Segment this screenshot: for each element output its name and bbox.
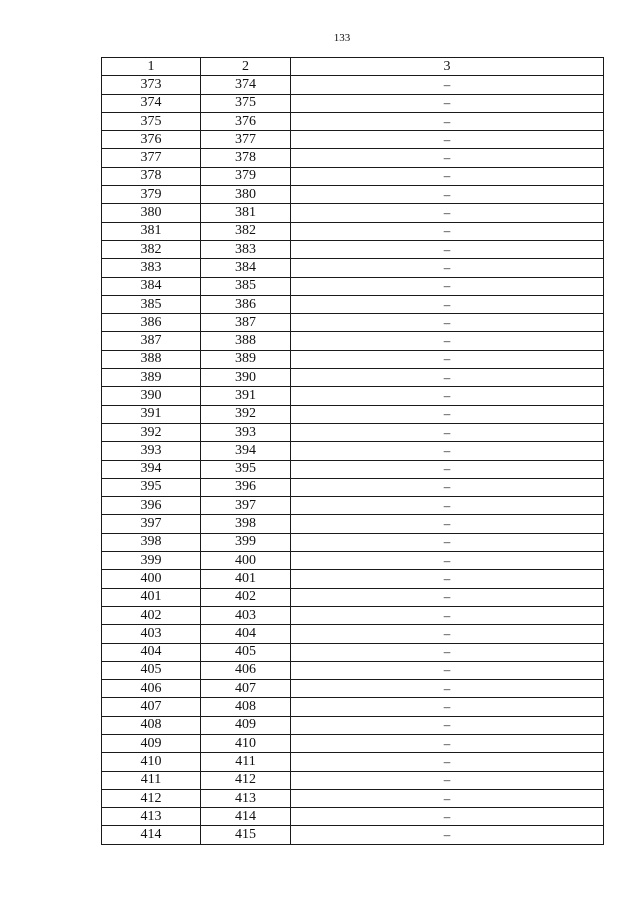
table-row <box>102 167 604 185</box>
table-row <box>102 478 604 496</box>
table-cell-col-3: – <box>291 771 604 789</box>
table-cell-col-1: 400 <box>102 570 201 588</box>
table-cell-col-3: – <box>291 112 604 130</box>
table-cell-col-1: 396 <box>102 497 201 515</box>
table-cell-col-2: 409 <box>201 716 291 734</box>
table-cell-col-2: 403 <box>201 606 291 624</box>
table-row <box>102 295 604 313</box>
table-cell-col-2: 414 <box>201 808 291 826</box>
table-cell-col-1: 389 <box>102 369 201 387</box>
table-cell-col-1: 390 <box>102 387 201 405</box>
table-row <box>102 405 604 423</box>
table-cell-col-1: 375 <box>102 112 201 130</box>
table-row <box>102 588 604 606</box>
table-cell-col-3: – <box>291 131 604 149</box>
table-cell-col-3: – <box>291 625 604 643</box>
table-cell-col-2: 382 <box>201 222 291 240</box>
table-cell-col-3: – <box>291 606 604 624</box>
table-cell-col-3: – <box>291 222 604 240</box>
table-cell-col-2: 390 <box>201 369 291 387</box>
table-cell-col-2: 385 <box>201 277 291 295</box>
table-cell-col-3: – <box>291 167 604 185</box>
table-cell-col-1: 407 <box>102 698 201 716</box>
table-row <box>102 570 604 588</box>
table-cell-col-3: – <box>291 442 604 460</box>
table-cell-col-3: – <box>291 789 604 807</box>
table-cell-col-3: – <box>291 295 604 313</box>
table-cell-col-1: 384 <box>102 277 201 295</box>
table-cell-col-3: – <box>291 186 604 204</box>
table-cell-col-3: – <box>291 570 604 588</box>
table-cell-col-2: 384 <box>201 259 291 277</box>
table-row <box>102 186 604 204</box>
table-row <box>102 240 604 258</box>
table-cell-col-2: 386 <box>201 295 291 313</box>
table-cell-col-3: – <box>291 387 604 405</box>
table-cell-col-3: – <box>291 76 604 94</box>
table-row <box>102 332 604 350</box>
table-cell-col-3: – <box>291 734 604 752</box>
table-cell-col-3: – <box>291 808 604 826</box>
table-body <box>102 76 604 844</box>
table-cell-col-1: 378 <box>102 167 201 185</box>
table-cell-col-3: – <box>291 94 604 112</box>
table-cell-col-1: 397 <box>102 515 201 533</box>
table-cell-col-3: – <box>291 698 604 716</box>
table-row <box>102 149 604 167</box>
table-row <box>102 808 604 826</box>
table-cell-col-2: 378 <box>201 149 291 167</box>
table-cell-col-2: 394 <box>201 442 291 460</box>
table-cell-col-2: 377 <box>201 131 291 149</box>
table-cell-col-3: – <box>291 277 604 295</box>
table-row <box>102 753 604 771</box>
table-cell-col-1: 392 <box>102 423 201 441</box>
table-header-row <box>102 58 604 76</box>
table-cell-col-1: 401 <box>102 588 201 606</box>
table-cell-col-1: 393 <box>102 442 201 460</box>
table-row <box>102 625 604 643</box>
table-row <box>102 423 604 441</box>
table-row <box>102 533 604 551</box>
table-cell-col-3: – <box>291 716 604 734</box>
table-cell-col-1: 376 <box>102 131 201 149</box>
table-row <box>102 387 604 405</box>
table-row <box>102 204 604 222</box>
table-cell-col-2: 400 <box>201 552 291 570</box>
table-row <box>102 789 604 807</box>
table-cell-col-1: 404 <box>102 643 201 661</box>
table-row <box>102 131 604 149</box>
table-cell-col-3: – <box>291 149 604 167</box>
table-cell-col-1: 395 <box>102 478 201 496</box>
table-row <box>102 350 604 368</box>
table-cell-col-2: 399 <box>201 533 291 551</box>
table-row <box>102 460 604 478</box>
table-cell-col-1: 412 <box>102 789 201 807</box>
table-cell-col-2: 389 <box>201 350 291 368</box>
table-cell-col-1: 385 <box>102 295 201 313</box>
table-cell-col-1: 391 <box>102 405 201 423</box>
table-cell-col-1: 405 <box>102 661 201 679</box>
table-cell-col-3: – <box>291 423 604 441</box>
table-cell-col-3: – <box>291 259 604 277</box>
table-row <box>102 112 604 130</box>
table-cell-col-2: 401 <box>201 570 291 588</box>
table-cell-col-3: – <box>291 661 604 679</box>
table-cell-col-1: 382 <box>102 240 201 258</box>
table-cell-col-1: 409 <box>102 734 201 752</box>
table-cell-col-1: 402 <box>102 606 201 624</box>
table-cell-col-1: 406 <box>102 680 201 698</box>
table-cell-col-2: 387 <box>201 314 291 332</box>
table-cell-col-2: 392 <box>201 405 291 423</box>
table-cell-col-1: 408 <box>102 716 201 734</box>
table-cell-col-2: 391 <box>201 387 291 405</box>
table-cell-col-1: 383 <box>102 259 201 277</box>
table-cell-col-1: 381 <box>102 222 201 240</box>
table-cell-col-2: 404 <box>201 625 291 643</box>
data-table <box>101 57 604 845</box>
table-cell-col-2: 411 <box>201 753 291 771</box>
table-cell-col-2: 410 <box>201 734 291 752</box>
table-row <box>102 698 604 716</box>
table-row <box>102 734 604 752</box>
table-cell-col-1: 403 <box>102 625 201 643</box>
table-row <box>102 94 604 112</box>
table-cell-col-3: – <box>291 460 604 478</box>
table-cell-col-3: – <box>291 240 604 258</box>
table-cell-col-3: – <box>291 369 604 387</box>
table-cell-col-2: 405 <box>201 643 291 661</box>
table-cell-col-1: 387 <box>102 332 201 350</box>
table-cell-col-2: 379 <box>201 167 291 185</box>
table-row <box>102 552 604 570</box>
table-cell-col-1: 399 <box>102 552 201 570</box>
table-row <box>102 661 604 679</box>
table-cell-col-2: 415 <box>201 826 291 844</box>
table-cell-col-2: 408 <box>201 698 291 716</box>
table-cell-col-3: – <box>291 314 604 332</box>
column-header-3: 3 <box>291 58 604 76</box>
table-cell-col-3: – <box>291 332 604 350</box>
table-cell-col-3: – <box>291 405 604 423</box>
table-cell-col-1: 410 <box>102 753 201 771</box>
table-cell-col-2: 398 <box>201 515 291 533</box>
table-cell-col-1: 377 <box>102 149 201 167</box>
table-cell-col-3: – <box>291 588 604 606</box>
table-row <box>102 771 604 789</box>
table-row <box>102 76 604 94</box>
table-row <box>102 680 604 698</box>
table-cell-col-3: – <box>291 515 604 533</box>
table-cell-col-2: 396 <box>201 478 291 496</box>
table-cell-col-1: 379 <box>102 186 201 204</box>
table-cell-col-2: 407 <box>201 680 291 698</box>
table-cell-col-3: – <box>291 533 604 551</box>
table-row <box>102 314 604 332</box>
table-cell-col-1: 374 <box>102 94 201 112</box>
table-cell-col-2: 397 <box>201 497 291 515</box>
table-cell-col-2: 383 <box>201 240 291 258</box>
table-cell-col-2: 406 <box>201 661 291 679</box>
table-row <box>102 606 604 624</box>
table-cell-col-1: 413 <box>102 808 201 826</box>
table-cell-col-1: 414 <box>102 826 201 844</box>
table-cell-col-1: 386 <box>102 314 201 332</box>
table-cell-col-2: 381 <box>201 204 291 222</box>
table-row <box>102 277 604 295</box>
column-header-1: 1 <box>102 58 201 76</box>
table-cell-col-3: – <box>291 552 604 570</box>
table-cell-col-3: – <box>291 826 604 844</box>
table-cell-col-2: 376 <box>201 112 291 130</box>
table-cell-col-1: 398 <box>102 533 201 551</box>
table-cell-col-2: 393 <box>201 423 291 441</box>
table-cell-col-3: – <box>291 753 604 771</box>
table-cell-col-3: – <box>291 350 604 368</box>
table-cell-col-1: 411 <box>102 771 201 789</box>
table-row <box>102 643 604 661</box>
table-cell-col-2: 402 <box>201 588 291 606</box>
table-row <box>102 716 604 734</box>
table-row <box>102 515 604 533</box>
table-cell-col-3: – <box>291 204 604 222</box>
table-cell-col-3: – <box>291 497 604 515</box>
column-header-2: 2 <box>201 58 291 76</box>
table-cell-col-3: – <box>291 478 604 496</box>
table-cell-col-2: 395 <box>201 460 291 478</box>
table-cell-col-2: 412 <box>201 771 291 789</box>
table-row <box>102 826 604 844</box>
table-cell-col-1: 394 <box>102 460 201 478</box>
table-cell-col-3: – <box>291 643 604 661</box>
table-row <box>102 497 604 515</box>
table-cell-col-1: 388 <box>102 350 201 368</box>
table-cell-col-2: 375 <box>201 94 291 112</box>
table-row <box>102 442 604 460</box>
table-row <box>102 222 604 240</box>
page-number: 133 <box>333 32 351 44</box>
table-cell-col-2: 380 <box>201 186 291 204</box>
table-cell-col-1: 380 <box>102 204 201 222</box>
table-cell-col-2: 374 <box>201 76 291 94</box>
table-cell-col-3: – <box>291 680 604 698</box>
table-cell-col-2: 388 <box>201 332 291 350</box>
table-row <box>102 259 604 277</box>
table-cell-col-1: 373 <box>102 76 201 94</box>
table-row <box>102 369 604 387</box>
table-cell-col-2: 413 <box>201 789 291 807</box>
